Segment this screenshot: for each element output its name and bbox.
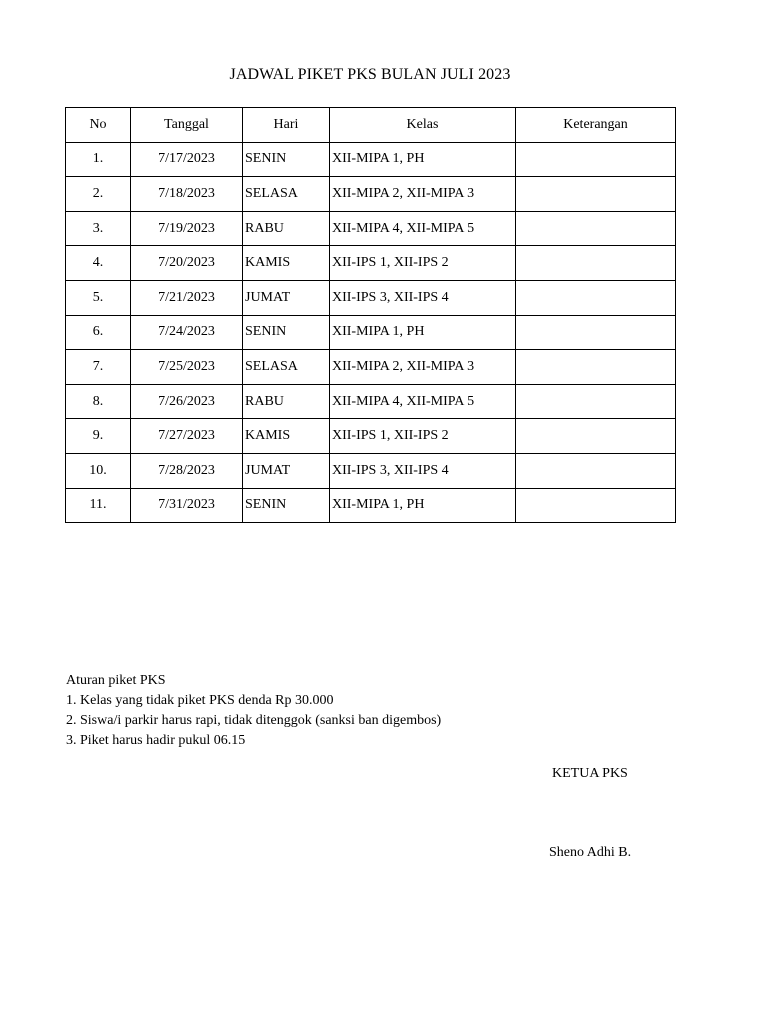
signature-name: Sheno Adhi B.	[549, 845, 632, 860]
rules-heading: Aturan piket PKS	[66, 673, 166, 688]
table-row	[66, 453, 676, 488]
cell-class: XII-MIPA 1, PH	[330, 488, 516, 523]
cell-class: XII-MIPA 1, PH	[330, 315, 516, 350]
cell-no: 10.	[66, 453, 131, 488]
table-row	[66, 384, 676, 419]
table-row	[66, 280, 676, 315]
page-title: JADWAL PIKET PKS BULAN JULI 2023	[229, 66, 511, 83]
header-date: Tanggal	[131, 108, 243, 143]
cell-no: 11.	[66, 488, 131, 523]
cell-date: 7/21/2023	[131, 280, 243, 315]
cell-date: 7/17/2023	[131, 142, 243, 177]
rule-item: 2. Siswa/i parkir harus rapi, tidak ditenggok (sanksi ban digembos)	[66, 713, 442, 728]
cell-day: KAMIS	[243, 419, 330, 454]
rule-item: 3. Piket harus hadir pukul 06.15	[66, 733, 246, 748]
cell-day: RABU	[243, 384, 330, 419]
header-class: Kelas	[330, 108, 516, 143]
table-row	[66, 211, 676, 246]
cell-class: XII-IPS 3, XII-IPS 4	[330, 280, 516, 315]
cell-no: 7.	[66, 350, 131, 385]
cell-no: 2.	[66, 177, 131, 212]
cell-class: XII-MIPA 4, XII-MIPA 5	[330, 384, 516, 419]
cell-note	[516, 211, 676, 246]
cell-day: SENIN	[243, 142, 330, 177]
cell-date: 7/20/2023	[131, 246, 243, 281]
table-row	[66, 142, 676, 177]
cell-class: XII-IPS 3, XII-IPS 4	[330, 453, 516, 488]
schedule-body	[66, 142, 676, 523]
cell-date: 7/31/2023	[131, 488, 243, 523]
cell-day: JUMAT	[243, 453, 330, 488]
cell-note	[516, 488, 676, 523]
cell-class: XII-MIPA 1, PH	[330, 142, 516, 177]
cell-class: XII-IPS 1, XII-IPS 2	[330, 246, 516, 281]
table-row	[66, 177, 676, 212]
cell-no: 6.	[66, 315, 131, 350]
cell-note	[516, 315, 676, 350]
rule-item: 1. Kelas yang tidak piket PKS denda Rp 30.000	[66, 693, 334, 708]
cell-date: 7/25/2023	[131, 350, 243, 385]
cell-day: SENIN	[243, 488, 330, 523]
table-row	[66, 315, 676, 350]
cell-class: XII-IPS 1, XII-IPS 2	[330, 419, 516, 454]
cell-date: 7/19/2023	[131, 211, 243, 246]
cell-no: 9.	[66, 419, 131, 454]
table-row	[66, 350, 676, 385]
cell-no: 3.	[66, 211, 131, 246]
cell-class: XII-MIPA 2, XII-MIPA 3	[330, 350, 516, 385]
cell-note	[516, 453, 676, 488]
cell-note	[516, 246, 676, 281]
cell-day: KAMIS	[243, 246, 330, 281]
cell-date: 7/18/2023	[131, 177, 243, 212]
cell-day: SENIN	[243, 315, 330, 350]
cell-class: XII-MIPA 4, XII-MIPA 5	[330, 211, 516, 246]
cell-note	[516, 350, 676, 385]
cell-no: 8.	[66, 384, 131, 419]
cell-no: 1.	[66, 142, 131, 177]
signature-role: KETUA PKS	[552, 766, 628, 781]
cell-date: 7/26/2023	[131, 384, 243, 419]
rules-section	[66, 671, 441, 751]
cell-day: SELASA	[243, 177, 330, 212]
cell-date: 7/27/2023	[131, 419, 243, 454]
cell-note	[516, 384, 676, 419]
cell-day: RABU	[243, 211, 330, 246]
cell-date: 7/28/2023	[131, 453, 243, 488]
cell-note	[516, 419, 676, 454]
cell-day: JUMAT	[243, 280, 330, 315]
table-row	[66, 246, 676, 281]
table-row	[66, 419, 676, 454]
header-day: Hari	[243, 108, 330, 143]
schedule-table	[65, 107, 676, 523]
table-header-row	[66, 108, 676, 143]
table-row	[66, 488, 676, 523]
cell-no: 5.	[66, 280, 131, 315]
cell-day: SELASA	[243, 350, 330, 385]
header-note: Keterangan	[516, 108, 676, 143]
cell-note	[516, 142, 676, 177]
cell-no: 4.	[66, 246, 131, 281]
cell-date: 7/24/2023	[131, 315, 243, 350]
cell-note	[516, 280, 676, 315]
header-no: No	[66, 108, 131, 143]
cell-class: XII-MIPA 2, XII-MIPA 3	[330, 177, 516, 212]
cell-note	[516, 177, 676, 212]
